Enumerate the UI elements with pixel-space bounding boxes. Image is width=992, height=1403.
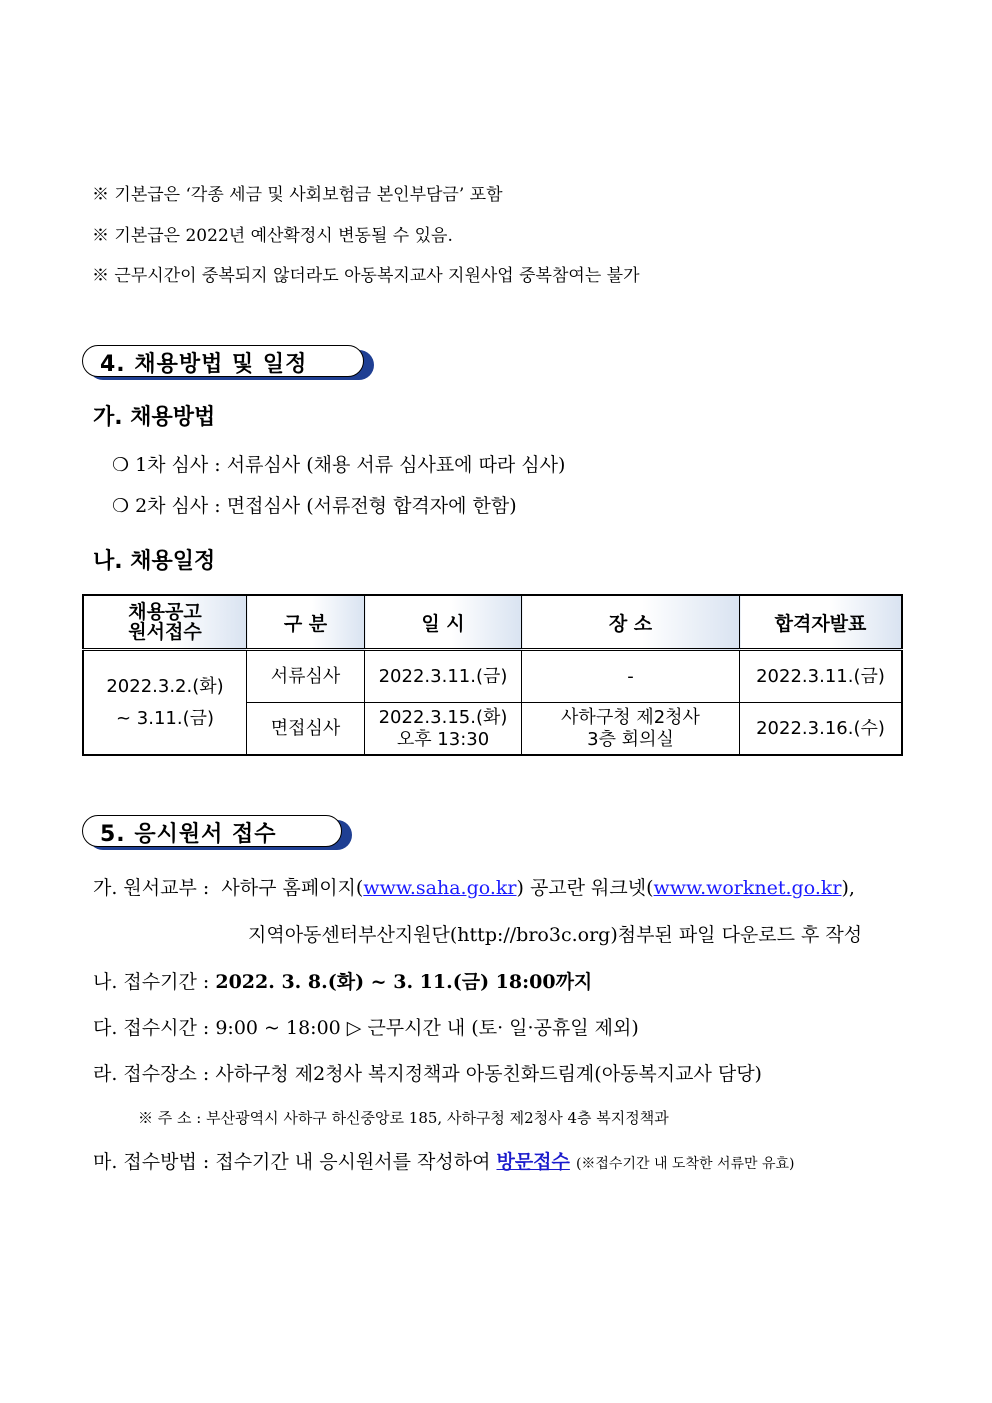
- method-text: 접수기간 내 응시원서를 작성하여: [215, 1151, 491, 1173]
- location-line: [93, 1059, 762, 1086]
- section-4-title: 4. 채용방법 및 일정: [100, 352, 308, 377]
- note-3: ※ 근무시간이 중복되지 않더라도 아동복지교사 지원사업 중복참여는 불가: [92, 266, 640, 286]
- method-item-1: ❍ 1차 심사 : 서류심사 (채용 서류 심사표에 따라 심사): [112, 454, 566, 476]
- distribution-text-2: ) 공고란 워크넷(: [516, 877, 654, 899]
- note-1: ※ 기본급은 ‘각종 세금 및 사회보험금 본인부담금’ 포함: [92, 185, 503, 205]
- period-start: 2022.3.2.(화): [106, 675, 224, 697]
- method-note: (※접수기간 내 도착한 서류만 유효): [575, 1156, 795, 1172]
- date-line-2: 오후 13:30: [396, 728, 490, 750]
- period-end: ~ 3.11.(금): [115, 707, 215, 729]
- section-5-title: 5. 응시원서 접수: [100, 822, 277, 847]
- location-value: 사하구청 제2청사 복지정책과 아동친화드림계(아동복지교사 담당): [215, 1063, 762, 1085]
- header-period-line-1: 채용공고: [128, 601, 202, 623]
- schedule-table: [82, 594, 903, 756]
- period-value: 2022. 3. 8.(화) ~ 3. 11.(금) 18:00까지: [215, 971, 593, 993]
- date-cell: [365, 703, 522, 756]
- place-line-1: 사하구청 제2청사: [561, 706, 700, 728]
- subheading-b: 나. 채용일정: [93, 549, 216, 574]
- distribution-label: 가. 원서교부 :: [93, 877, 210, 899]
- hours-line: [93, 1013, 639, 1040]
- section-4-heading: [82, 345, 374, 379]
- header-period-line-2: 원서접수: [128, 621, 202, 643]
- method-label: 마. 접수방법 :: [93, 1151, 210, 1173]
- place-line-2: 3층 회의실: [587, 728, 674, 750]
- header-date: 일 시: [365, 595, 522, 650]
- saha-link[interactable]: www.saha.go.kr: [363, 877, 517, 899]
- section-5-heading: [82, 815, 352, 849]
- type-cell: 서류심사: [247, 650, 365, 703]
- hours-label: 다. 접수시간 :: [93, 1017, 210, 1039]
- method-item-2: ❍ 2차 심사 : 면접심사 (서류전형 합격자에 한함): [112, 495, 517, 517]
- address-note: ※ 주 소 : 부산광역시 사하구 하신중앙로 185, 사하구청 제2청사 4층 복지정책과: [138, 1109, 669, 1127]
- distribution-text-3: ),: [841, 877, 855, 899]
- distribution-line-2: 지역아동센터부산지원단(http://bro3c.org)첨부된 파일 다운로드 후 작성: [248, 924, 863, 946]
- distribution-line-1: [93, 873, 855, 900]
- place-cell: [522, 703, 740, 756]
- location-label: 라. 접수장소 :: [93, 1063, 210, 1085]
- date-line-1: 2022.3.15.(화): [378, 706, 508, 728]
- period-line: [93, 967, 592, 994]
- period-label: 나. 접수기간 :: [93, 971, 210, 993]
- header-type: 구 분: [247, 595, 365, 650]
- header-result: 합격자발표: [740, 595, 903, 650]
- result-cell: 2022.3.11.(금): [740, 650, 903, 703]
- hours-value: 9:00 ~ 18:00 ▷ 근무시간 내 (토· 일·공휴일 제외): [215, 1017, 639, 1039]
- subheading-a: 가. 채용방법: [93, 405, 216, 430]
- result-cell: 2022.3.16.(수): [740, 703, 903, 756]
- header-period: [83, 595, 247, 650]
- period-cell: [83, 650, 247, 756]
- type-cell: 면접심사: [247, 703, 365, 756]
- method-line: [93, 1147, 794, 1174]
- date-cell: 2022.3.11.(금): [365, 650, 522, 703]
- place-cell: -: [522, 650, 740, 703]
- header-place: 장 소: [522, 595, 740, 650]
- table-row: [83, 650, 902, 703]
- note-2: ※ 기본급은 2022년 예산확정시 변동될 수 있음.: [92, 226, 453, 246]
- visit-submission-highlight: 방문접수: [496, 1151, 570, 1173]
- worknet-link[interactable]: www.worknet.go.kr: [653, 877, 842, 899]
- distribution-text: 사하구 홈페이지(: [221, 877, 364, 899]
